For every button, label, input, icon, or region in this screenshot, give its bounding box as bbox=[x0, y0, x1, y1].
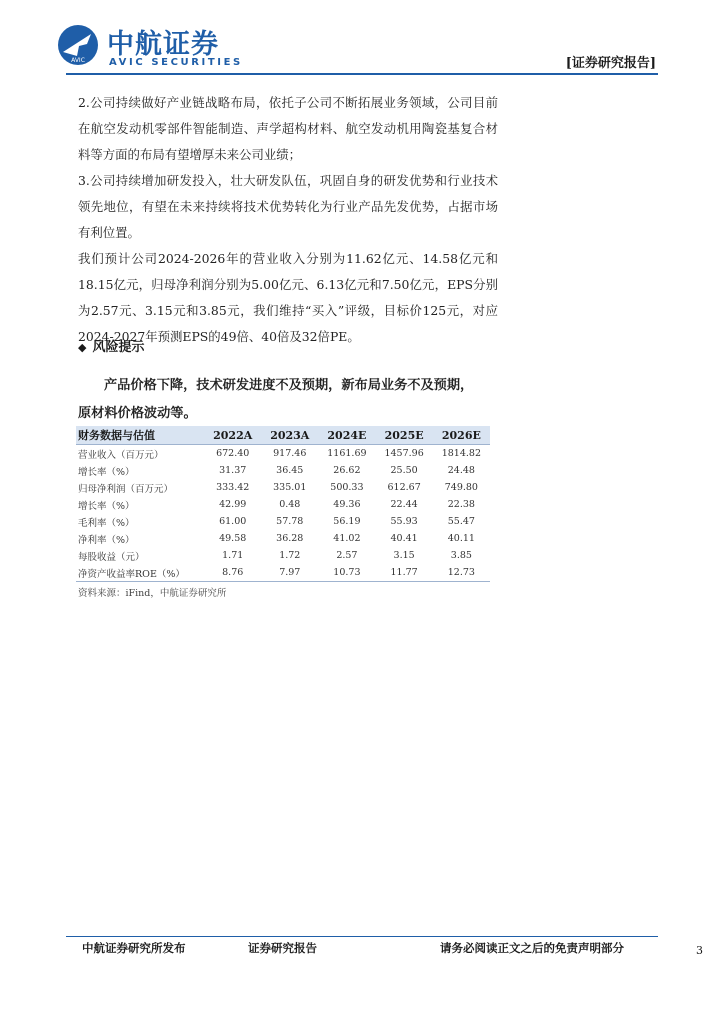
table-cell: 每股收益（元） bbox=[78, 551, 145, 563]
table-row bbox=[76, 564, 490, 582]
financial-table bbox=[76, 426, 490, 582]
table-cell: 40.11 bbox=[447, 533, 475, 544]
table-cell: 49.58 bbox=[219, 533, 247, 544]
avic-logo bbox=[57, 22, 257, 72]
table-header-row bbox=[76, 426, 490, 445]
paragraph-rnd: 3.公司持续增加研发投入，壮大研发队伍，巩固自身的研发优势和行业技术领先地位，有望在未来持续将技术优势转化为行业产品先发优势，占据市场有利位置。 bbox=[78, 173, 498, 240]
table-cell: 612.67 bbox=[387, 482, 421, 493]
footer-publisher: 中航证券研究所发布 bbox=[82, 941, 186, 955]
paragraph-strategy: 2.公司持续做好产业链战略布局，依托子公司不断拓展业务领域，公司目前在航空发动机零部件智能制造、声学超构材料、航空发动机用陶瓷基复合材料等方面的布局有望增厚未来公司业绩； bbox=[78, 95, 498, 162]
table-cell: 毛利率（%） bbox=[78, 517, 135, 529]
table-cell: 749.80 bbox=[444, 482, 478, 493]
table-header-cell: 2023A bbox=[261, 426, 318, 445]
table-cell: 增长率（%） bbox=[78, 466, 135, 478]
table-cell: 1161.69 bbox=[327, 448, 367, 459]
table-cell: 1814.82 bbox=[441, 448, 482, 459]
table-cell: 归母净利润（百万元） bbox=[78, 483, 174, 495]
table-cell: 40.41 bbox=[390, 533, 418, 544]
table-row bbox=[76, 496, 490, 513]
table-cell: 22.44 bbox=[390, 499, 418, 510]
table-header-cell: 2025E bbox=[376, 426, 433, 445]
table-cell: 56.19 bbox=[333, 516, 361, 527]
table-row bbox=[76, 547, 490, 564]
table-row bbox=[76, 530, 490, 547]
table-row bbox=[76, 462, 490, 479]
header-divider bbox=[66, 73, 658, 75]
table-cell: 42.99 bbox=[219, 499, 247, 510]
table-cell: 672.40 bbox=[216, 448, 250, 459]
table-cell: 3.15 bbox=[393, 550, 415, 561]
table-cell: 55.47 bbox=[447, 516, 475, 527]
table-cell: 3.85 bbox=[450, 550, 472, 561]
table-cell: 335.01 bbox=[273, 482, 307, 493]
table-cell: 增长率（%） bbox=[78, 500, 135, 512]
risk-heading-label: 风险提示 bbox=[92, 340, 145, 355]
table-cell: 36.28 bbox=[276, 533, 304, 544]
table-cell: 55.93 bbox=[390, 516, 418, 527]
page-header bbox=[0, 0, 724, 80]
logo-chinese-text: 中航证券 bbox=[107, 29, 219, 60]
table-row bbox=[76, 445, 490, 463]
table-cell: 61.00 bbox=[219, 516, 247, 527]
table-cell: 2.57 bbox=[336, 550, 358, 561]
risk-heading bbox=[78, 336, 144, 355]
page-footer bbox=[0, 936, 724, 966]
table-cell: 333.42 bbox=[216, 482, 250, 493]
table-cell: 57.78 bbox=[276, 516, 304, 527]
table-cell: 12.73 bbox=[433, 564, 490, 582]
risk-text: 产品价格下降，技术研发进度不及预期，新布局业务不及预期，原材料价格波动等。 bbox=[78, 378, 474, 421]
table-cell: 净资产收益率ROE（%） bbox=[76, 564, 204, 582]
table-row bbox=[76, 513, 490, 530]
diamond-bullet-icon: ◆ bbox=[78, 341, 87, 354]
page-number: 3 bbox=[696, 944, 703, 957]
table-cell: 11.77 bbox=[376, 564, 433, 582]
table-cell: 500.33 bbox=[330, 482, 364, 493]
table-cell: 净利率（%） bbox=[78, 534, 135, 546]
footer-report-type: 证券研究报告 bbox=[248, 941, 317, 955]
table-cell: 22.38 bbox=[447, 499, 475, 510]
footer-divider bbox=[66, 936, 658, 937]
table-cell: 31.37 bbox=[219, 465, 247, 476]
table-cell: 7.97 bbox=[261, 564, 318, 582]
table-cell: 1.72 bbox=[279, 550, 301, 561]
table-cell: 1.71 bbox=[222, 550, 244, 561]
table-cell: 41.02 bbox=[333, 533, 361, 544]
table-cell: 49.36 bbox=[333, 499, 361, 510]
table-cell: 1457.96 bbox=[384, 448, 424, 459]
table-source-note: 资料来源：iFind，中航证券研究所 bbox=[78, 588, 227, 599]
table-cell: 26.62 bbox=[333, 465, 361, 476]
table-cell: 25.50 bbox=[390, 465, 418, 476]
logo-english-text: AVIC SECURITIES bbox=[109, 57, 243, 68]
table-header-cell: 2022A bbox=[204, 426, 261, 445]
svg-text:AVIC: AVIC bbox=[71, 57, 85, 64]
table-header-cell: 2024E bbox=[318, 426, 375, 445]
table-cell: 0.48 bbox=[279, 499, 301, 510]
table-header-cell: 2026E bbox=[433, 426, 490, 445]
avic-logo-icon bbox=[57, 24, 99, 66]
table-header-cell: 财务数据与估值 bbox=[76, 426, 204, 445]
table-cell: 24.48 bbox=[447, 465, 475, 476]
table-cell: 917.46 bbox=[273, 448, 307, 459]
table-cell: 10.73 bbox=[318, 564, 375, 582]
table-row bbox=[76, 479, 490, 496]
table-cell: 营业收入（百万元） bbox=[78, 449, 164, 461]
paragraph-forecast: 我们预计公司2024-2026年的营业收入分别为11.62亿元、14.58亿元和18.15亿元，归母净利润分别为5.00亿元、6.13亿元和7.50亿元，EPS分别为2.57元、3.15元和3.85元，我们维持“买入”评级，目标价125元，对应2024-2027年预测EPS的49倍、40倍及32倍PE。 bbox=[78, 251, 498, 344]
table-cell: 36.45 bbox=[276, 465, 304, 476]
report-type-tag: [证券研究报告] bbox=[565, 56, 656, 71]
body-text bbox=[78, 90, 498, 350]
table-cell: 8.76 bbox=[204, 564, 261, 582]
footer-disclaimer: 请务必阅读正文之后的免责声明部分 bbox=[440, 941, 624, 955]
